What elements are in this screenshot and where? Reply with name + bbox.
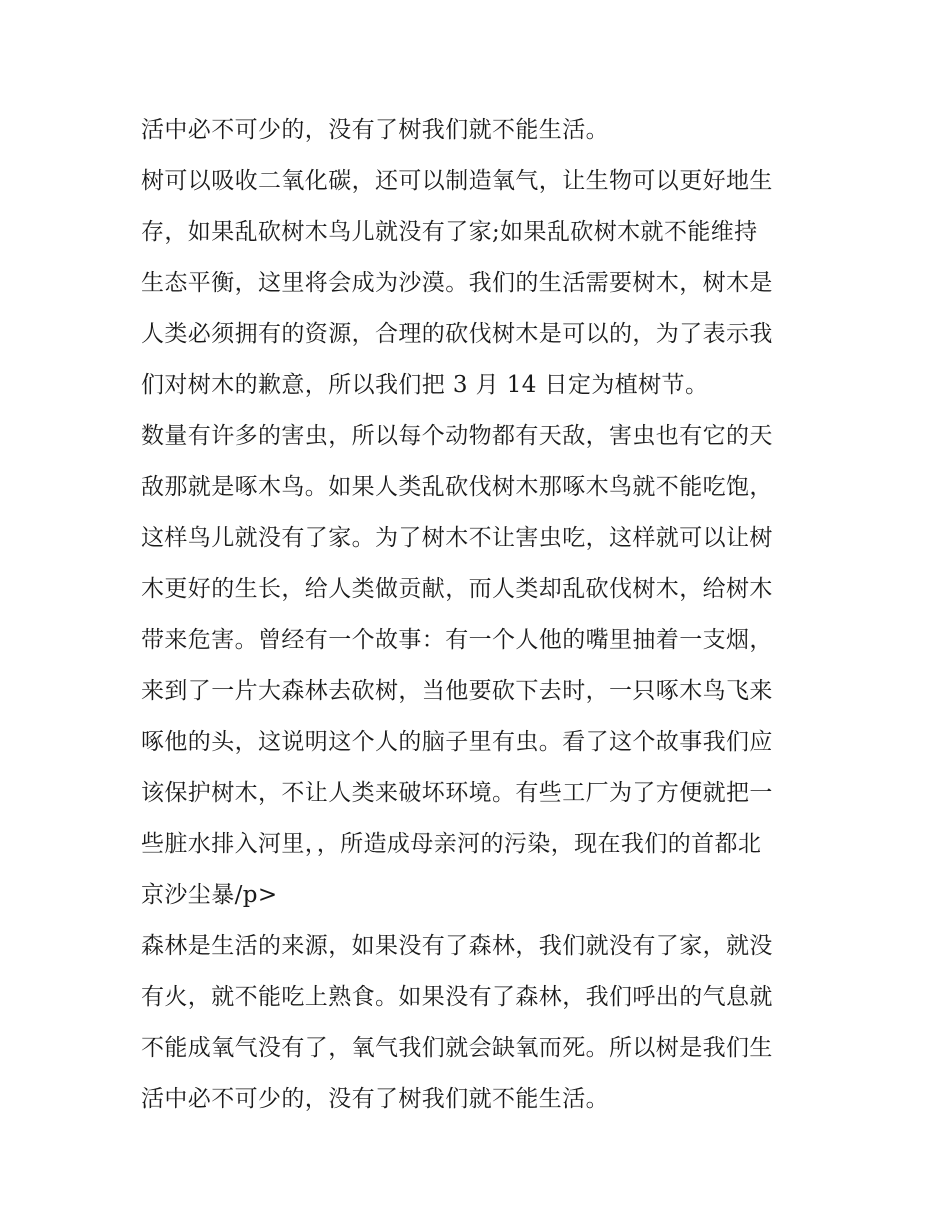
text-line: 京沙尘暴/p> <box>141 882 278 908</box>
text-line: 木更好的生长，给人类做贡献，而人类却乱砍伐树木，给树木 <box>141 576 773 602</box>
text-line: 来到了一片大森林去砍树，当他要砍下去时，一只啄木鸟飞来 <box>141 678 773 704</box>
text-line: 带来危害。曾经有一个故事：有一个人他的嘴里抽着一支烟， <box>141 627 773 653</box>
text-line: 人类必须拥有的资源，合理的砍伐树木是可以的，为了表示我 <box>141 321 773 347</box>
document-body <box>141 105 821 1125</box>
text-line: 存，如果乱砍树木鸟儿就没有了家;如果乱砍树木就不能维持 <box>141 219 758 245</box>
text-line: 树可以吸收二氧化碳，还可以制造氧气，让生物可以更好地生 <box>141 168 773 194</box>
text-line: 森林是生活的来源，如果没有了森林，我们就没有了家，就没 <box>141 933 773 959</box>
text-line: 有火，就不能吃上熟食。如果没有了森林，我们呼出的气息就 <box>141 984 773 1010</box>
text-line: 该保护树木，不让人类来破坏环境。有些工厂为了方便就把一 <box>141 780 773 806</box>
text-line: 们对树木的歉意，所以我们把 3 月 14 日定为植树节。 <box>141 372 709 398</box>
text-line: 敌那就是啄木鸟。如果人类乱砍伐树木那啄木鸟就不能吃饱， <box>141 474 773 500</box>
text-line: 些脏水排入河里，，所造成母亲河的污染，现在我们的首都北 <box>141 831 762 857</box>
text-line: 活中必不可少的，没有了树我们就不能生活。 <box>141 117 609 143</box>
text-line: 活中必不可少的，没有了树我们就不能生活。 <box>141 1086 609 1112</box>
text-line: 生态平衡，这里将会成为沙漠。我们的生活需要树木，树木是 <box>141 270 773 296</box>
text-line: 不能成氧气没有了，氧气我们就会缺氧而死。所以树是我们生 <box>141 1035 773 1061</box>
text-line: 啄他的头，这说明这个人的脑子里有虫。看了这个故事我们应 <box>141 729 773 755</box>
text-line: 这样鸟儿就没有了家。为了树木不让害虫吃，这样就可以让树 <box>141 525 773 551</box>
text-line: 数量有许多的害虫，所以每个动物都有天敌，害虫也有它的天 <box>141 423 773 449</box>
